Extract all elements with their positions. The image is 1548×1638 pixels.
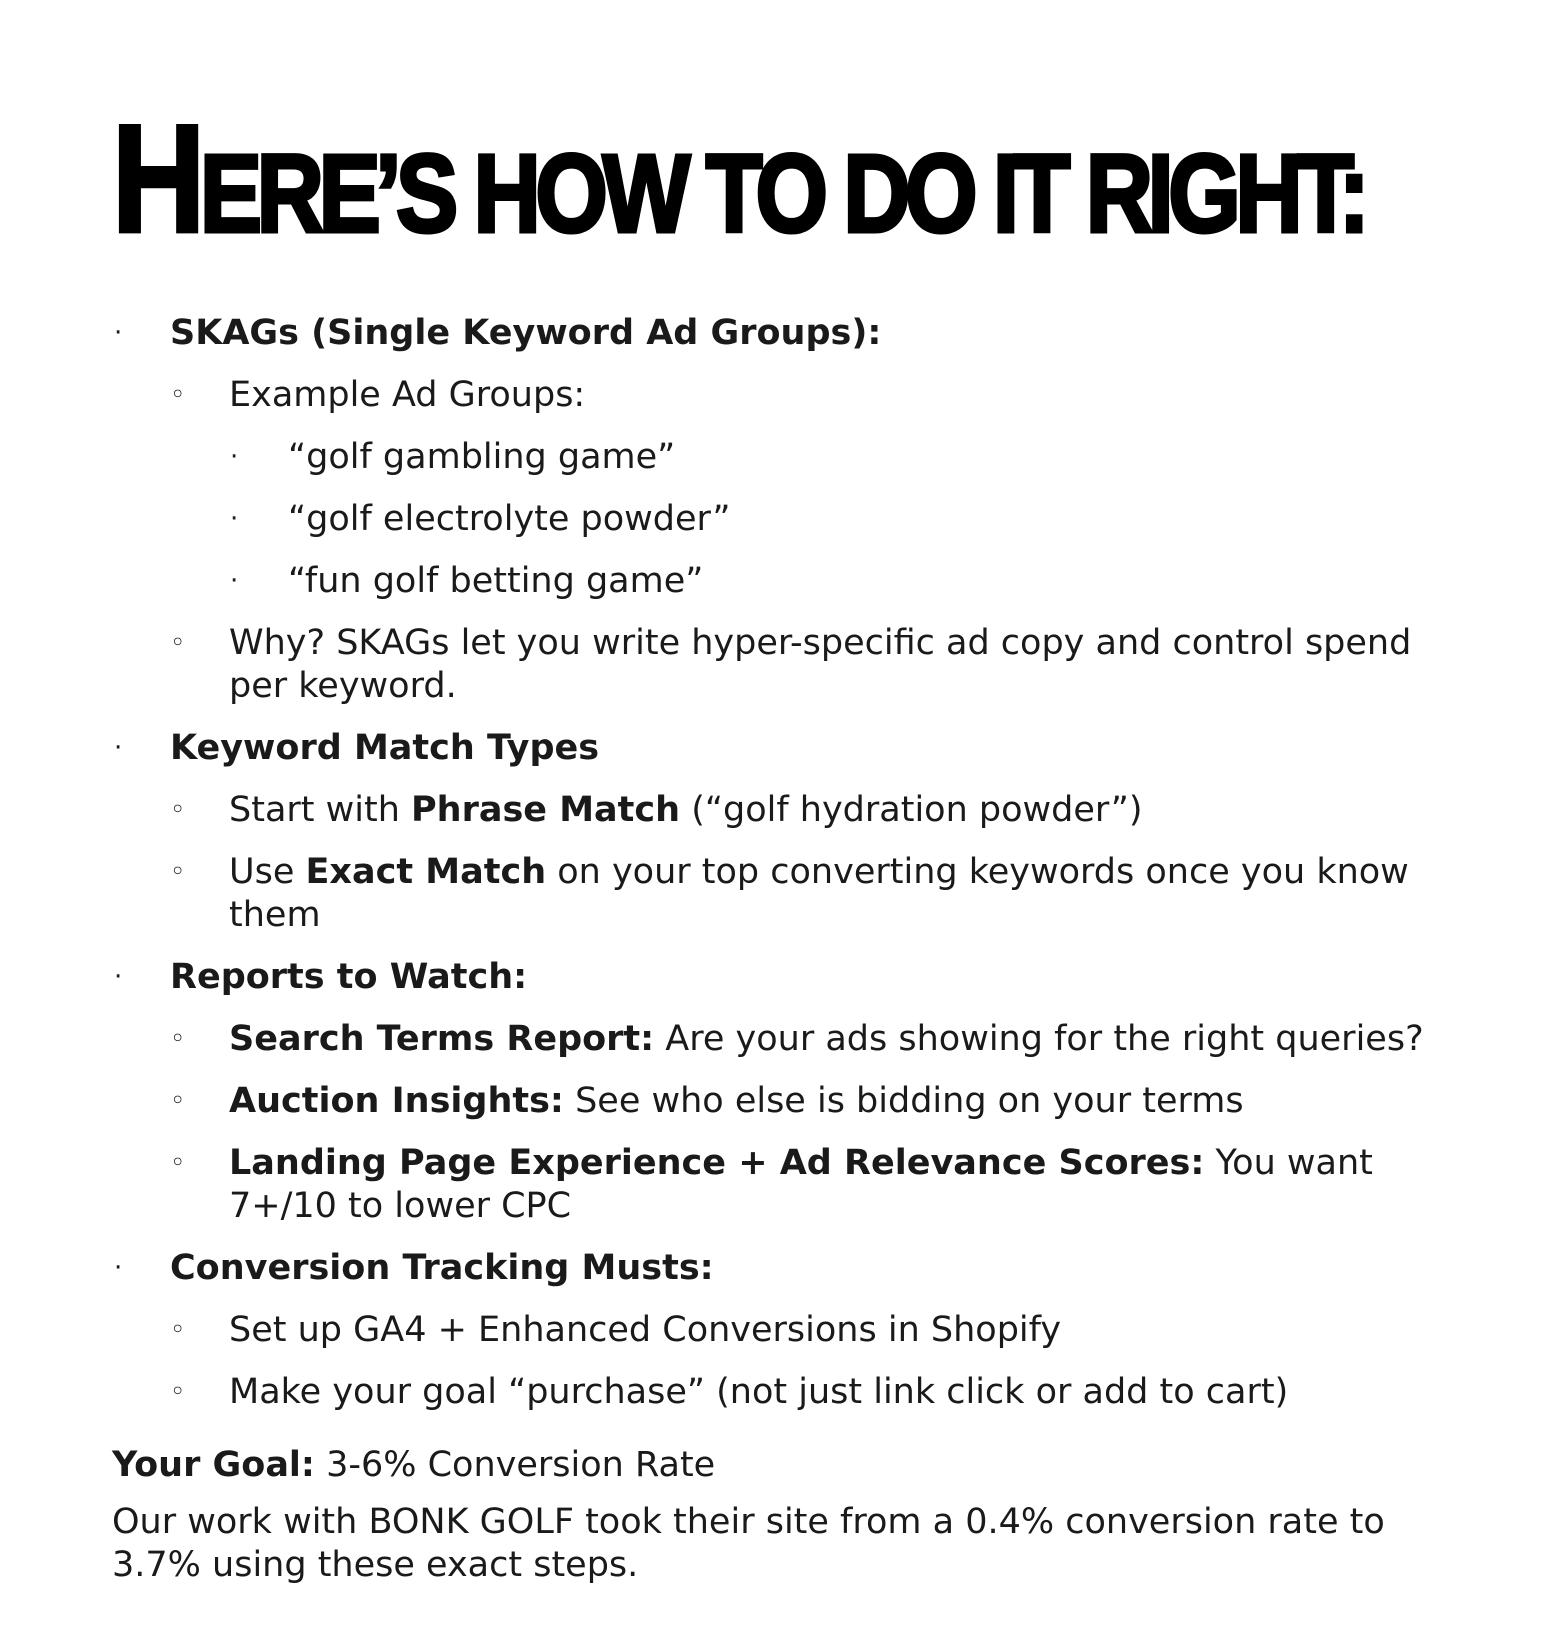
list-item <box>112 374 1452 603</box>
bullet-circle: ◦ <box>170 1377 186 1407</box>
list-item <box>112 851 1452 937</box>
text-segment: You want 7+/10 to lower CPC <box>229 1143 1373 1226</box>
bullet-dot: · <box>230 442 239 472</box>
bullet-circle: ◦ <box>170 380 186 410</box>
section-heading: Reports to Watch: <box>170 957 528 997</box>
bold-segment: Exact Match <box>305 852 547 892</box>
sub-list <box>112 1018 1452 1228</box>
text-segment: See who else is bidding on your terms <box>563 1081 1244 1121</box>
list-item-text: Make your goal “purchase” (not just link click or add to cart) <box>229 1372 1289 1412</box>
list-item-reports <box>112 956 1452 1228</box>
sub-list <box>112 1309 1452 1414</box>
bold-segment: Phrase Match <box>411 790 681 830</box>
list-item <box>112 436 1452 479</box>
bullet-dot: · <box>114 318 123 348</box>
list-item <box>112 560 1452 603</box>
goal-value: 3-6% Conversion Rate <box>314 1445 716 1485</box>
list-item-skags <box>112 312 1452 708</box>
bullet-circle: ◦ <box>170 795 186 825</box>
section-heading: SKAGs (Single Keyword Ad Groups): <box>170 313 882 353</box>
text-segment: Start with <box>229 790 412 830</box>
sub-list <box>112 789 1452 937</box>
list-item <box>112 622 1452 708</box>
bullet-circle: ◦ <box>170 857 186 887</box>
text-segment: on your top converting keywords once you know them <box>229 852 1409 935</box>
sub-list <box>112 374 1452 708</box>
main-list <box>112 312 1452 1414</box>
list-item <box>112 1080 1452 1123</box>
text-segment: (“golf hydration powder”) <box>680 790 1143 830</box>
bullet-circle: ◦ <box>170 1315 186 1345</box>
example-ad-group: “fun golf betting game” <box>288 561 704 601</box>
bold-segment: Search Terms Report: <box>229 1019 655 1059</box>
case-study-note: Our work with BONK GOLF took their site from a 0.4% conversion rate to 3.7% using these exact steps. <box>112 1502 1385 1585</box>
bullet-circle: ◦ <box>170 1024 186 1054</box>
list-item-match-types <box>112 727 1452 937</box>
text-segment: Are your ads showing for the right queries? <box>654 1019 1424 1059</box>
bullet-dot: · <box>230 504 239 534</box>
list-item-conversion-tracking <box>112 1247 1452 1414</box>
bullet-dot: · <box>114 962 123 992</box>
section-heading: Conversion Tracking Musts: <box>170 1248 714 1288</box>
list-item <box>112 1309 1452 1352</box>
bullet-dot: · <box>230 566 239 596</box>
example-list <box>112 436 1452 603</box>
bullet-dot: · <box>114 1253 123 1283</box>
title-first-letter: H <box>112 92 201 264</box>
bullet-circle: ◦ <box>170 1148 186 1178</box>
example-ad-group: “golf gambling game” <box>288 437 676 477</box>
section-heading: Keyword Match Types <box>170 728 600 768</box>
page-title <box>112 92 1365 264</box>
content <box>112 312 1452 1587</box>
list-item <box>112 498 1452 541</box>
bullet-circle: ◦ <box>170 1086 186 1116</box>
list-item-text: Set up GA4 + Enhanced Conversions in Shopify <box>229 1310 1062 1350</box>
list-item <box>112 1142 1452 1228</box>
example-ad-group: “golf electrolyte powder” <box>288 499 731 539</box>
bullet-circle: ◦ <box>170 628 186 658</box>
list-item <box>112 1371 1452 1414</box>
list-item <box>112 1018 1452 1061</box>
bold-segment: Landing Page Experience + Ad Relevance Scores: <box>229 1143 1205 1183</box>
goal-label: Your Goal: <box>112 1445 315 1485</box>
goal-line <box>112 1444 1452 1487</box>
title-rest: ERE’S HOW TO DO IT RIGHT: <box>200 131 1365 255</box>
list-item-text: Example Ad Groups: <box>229 375 586 415</box>
bold-segment: Auction Insights: <box>229 1081 564 1121</box>
bullet-dot: · <box>114 733 123 763</box>
text-segment: Use <box>229 852 306 892</box>
list-item-text: Why? SKAGs let you write hyper-specific ad copy and control spend per keyword. <box>229 623 1412 706</box>
list-item <box>112 789 1452 832</box>
